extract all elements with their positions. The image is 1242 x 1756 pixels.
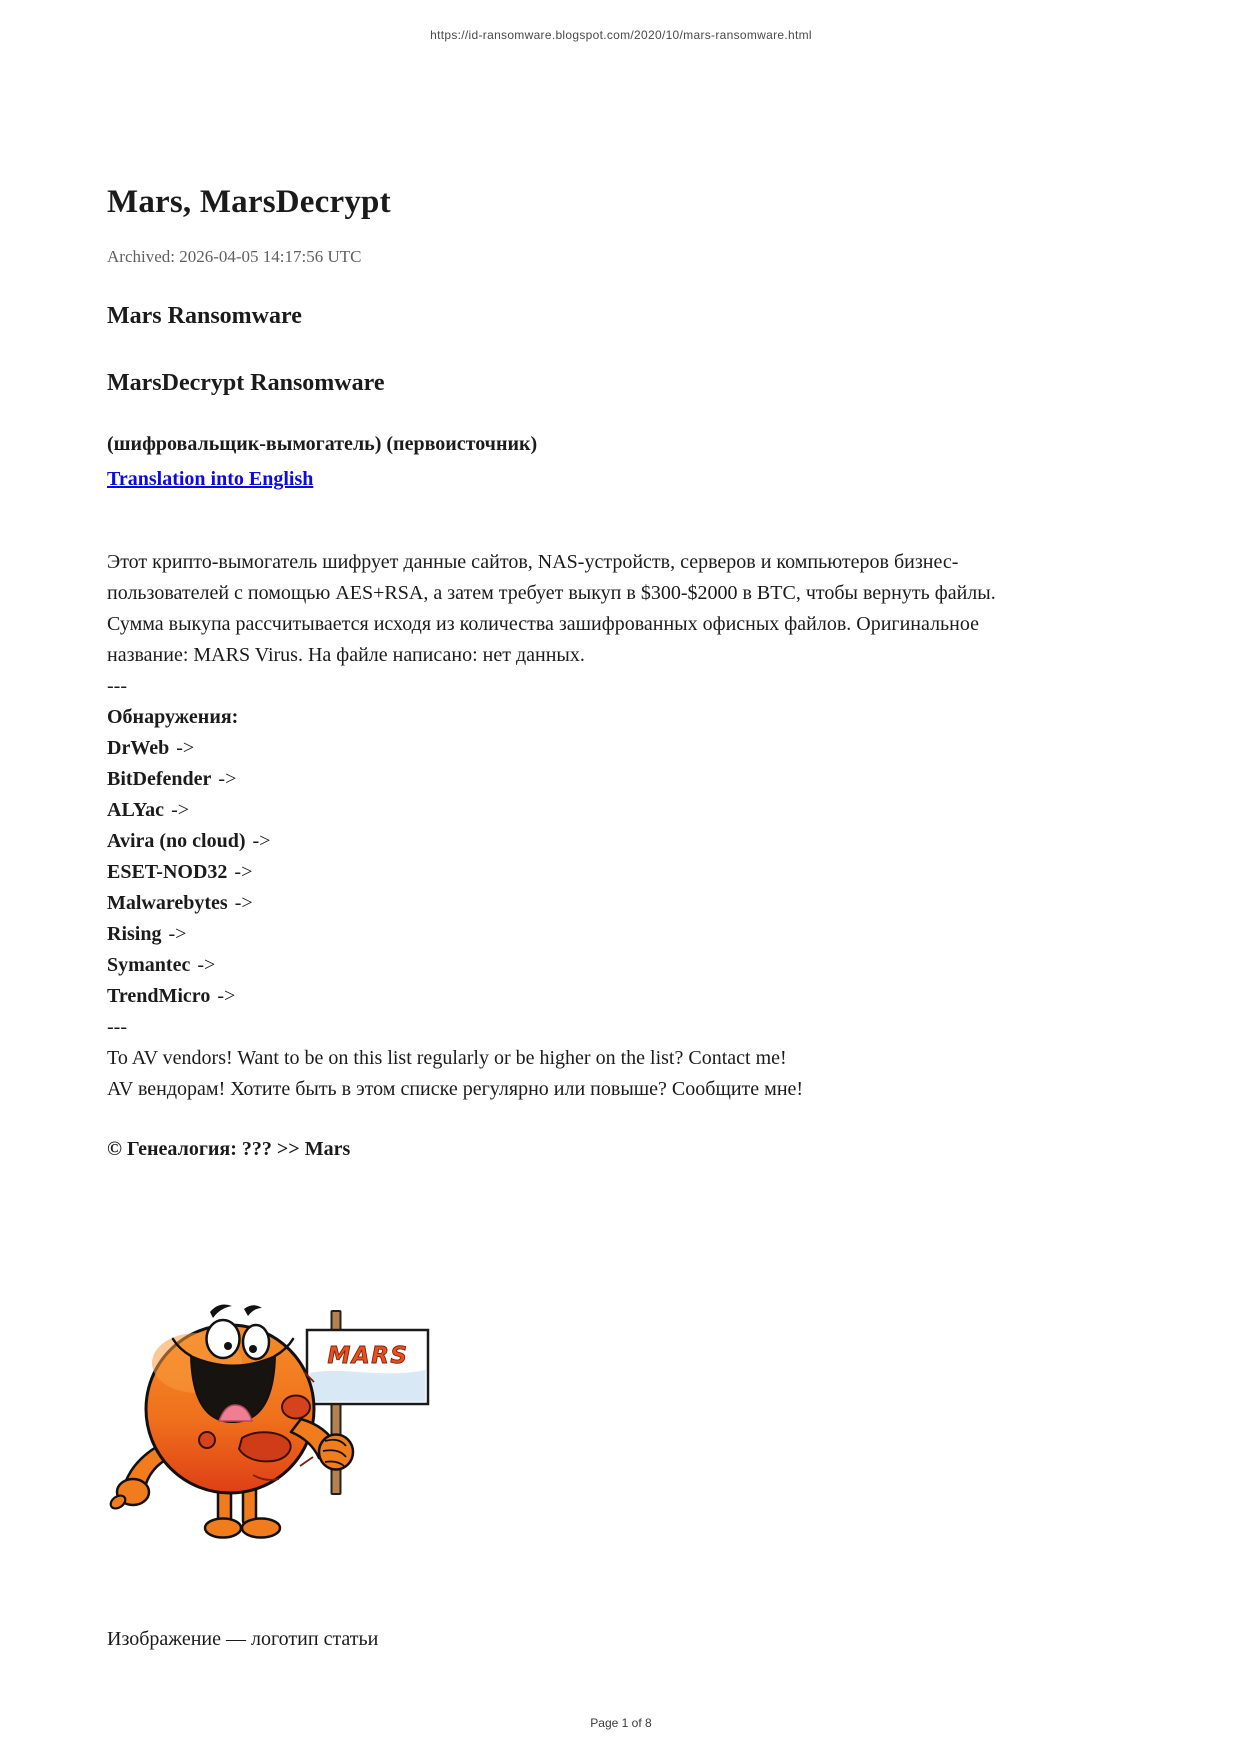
page-url: https://id-ransomware.blogspot.com/2020/10/mars-ransomware.html [430, 28, 812, 42]
detection-arrow: -> [168, 923, 187, 945]
detection-arrow: -> [171, 799, 190, 821]
detection-arrow: -> [218, 768, 237, 790]
detection-arrow: -> [217, 985, 236, 1007]
mars-cartoon-image[interactable] [107, 1299, 437, 1584]
detection-row [107, 764, 1135, 795]
heading-mars-ransomware: Mars Ransomware [107, 303, 302, 329]
detection-row [107, 857, 1135, 888]
detection-row [107, 826, 1135, 857]
av-note-ru: AV вендорам! Хотите быть в этом списке регулярно или повыше? Сообщите мне! [107, 1078, 804, 1100]
intro-line: Сумма выкупа рассчитывается исходя из количества зашифрованных офисных файлов. Оригинальное [107, 613, 979, 635]
article-body [107, 547, 1135, 1105]
av-note-en: To AV vendors! Want to be on this list regularly or be higher on the list? Contact me! [107, 1047, 787, 1069]
article-title: Mars, MarsDecrypt [107, 184, 391, 220]
detection-name: TrendMicro [107, 985, 211, 1007]
archived-timestamp: Archived: 2026-04-05 14:17:56 UTC [107, 247, 362, 266]
detection-row [107, 950, 1135, 981]
detections-heading: Обнаружения: [107, 706, 239, 728]
genealogy-line: © Генеалогия: ??? >> Mars [107, 1138, 351, 1160]
detection-name: Symantec [107, 954, 191, 976]
separator: --- [107, 675, 127, 697]
print-footer [0, 1716, 1242, 1730]
translation-link[interactable]: Translation into English [107, 468, 314, 490]
detection-row [107, 981, 1135, 1012]
detection-row [107, 888, 1135, 919]
detection-name: Avira (no cloud) [107, 830, 246, 852]
detection-name: Rising [107, 923, 162, 945]
separator: --- [107, 1016, 127, 1038]
heading-marsdecrypt-ransomware: MarsDecrypt Ransomware [107, 370, 385, 396]
detection-name: Malwarebytes [107, 892, 228, 914]
detection-name: DrWeb [107, 737, 170, 759]
sign-text: MARS [327, 1343, 409, 1369]
detection-row [107, 733, 1135, 764]
detection-arrow: -> [234, 892, 253, 914]
detection-arrow: -> [234, 861, 253, 883]
detection-row [107, 795, 1135, 826]
detection-arrow: -> [197, 954, 216, 976]
parenthetical-subtitle: (шифровальщик-вымогатель) (первоисточник) [107, 433, 538, 455]
detection-name: ALYac [107, 799, 165, 821]
detection-name: ESET-NOD32 [107, 861, 228, 883]
detection-row [107, 919, 1135, 950]
print-header [0, 28, 1242, 42]
detection-name: BitDefender [107, 768, 212, 790]
detection-arrow: -> [252, 830, 271, 852]
intro-line: название: MARS Virus. На файле написано: нет данных. [107, 644, 585, 666]
detection-arrow: -> [176, 737, 195, 759]
intro-line: пользователей с помощью AES+RSA, а затем требует выкуп в $300-$2000 в BTC, чтобы вернуть файлы. [107, 582, 996, 604]
image-caption: Изображение — логотип статьи [107, 1628, 379, 1650]
intro-line: Этот крипто-вымогатель шифрует данные сайтов, NAS-устройств, серверов и компьютеров бизнес- [107, 551, 959, 573]
sign-board [307, 1330, 428, 1404]
article-figure [107, 1299, 1135, 1584]
page-number: Page 1 of 8 [590, 1716, 652, 1730]
